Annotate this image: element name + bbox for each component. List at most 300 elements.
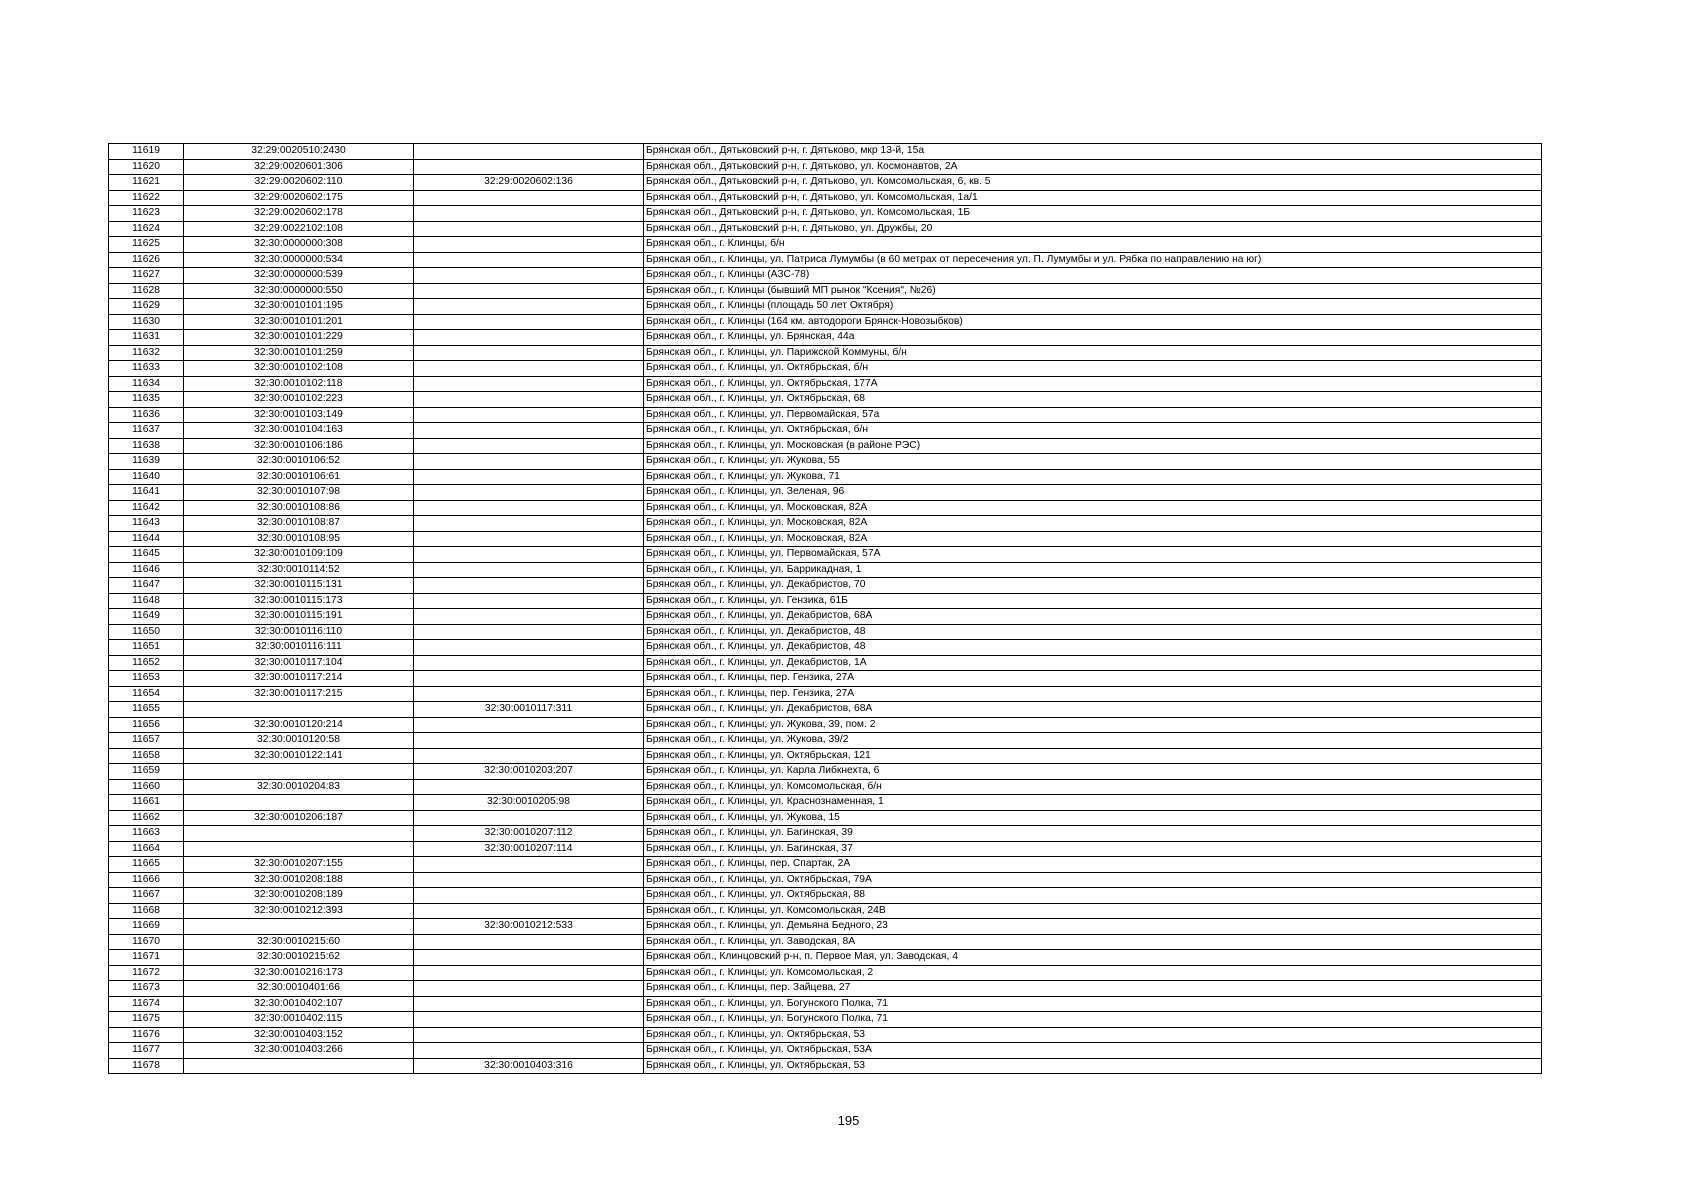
address-cell: Брянская обл., г. Клинцы, ул. Жукова, 39, пом. 2 [644,717,1542,733]
row-number-cell: 11652 [109,655,184,671]
cadastral-number-2-cell: 32:29:0020602:136 [414,175,644,191]
table-row [109,237,1542,253]
row-number-cell: 11654 [109,686,184,702]
table-row [109,655,1542,671]
table-row [109,407,1542,423]
cadastral-number-cell: 32:30:0010216:173 [184,965,414,981]
address-cell: Брянская обл., г. Клинцы, ул. Карла Либкнехта, 6 [644,764,1542,780]
row-number-cell: 11649 [109,609,184,625]
cadastral-number-2-cell [414,655,644,671]
cadastral-number-2-cell [414,857,644,873]
table-row [109,252,1542,268]
address-cell: Брянская обл., г. Клинцы, ул. Московская (в районе РЭС) [644,438,1542,454]
cadastral-number-2-cell [414,237,644,253]
address-cell: Брянская обл., г. Клинцы, ул. Жукова, 15 [644,810,1542,826]
cadastral-number-2-cell [414,965,644,981]
cadastral-number-cell: 32:30:0010401:66 [184,981,414,997]
address-cell: Брянская обл., г. Клинцы, ул. Первомайская, 57А [644,547,1542,563]
table-row [109,299,1542,315]
address-cell: Брянская обл., г. Клинцы, ул. Октябрьская, 88 [644,888,1542,904]
table-row [109,268,1542,284]
row-number-cell: 11632 [109,345,184,361]
cadastral-number-cell: 32:30:0010114:52 [184,562,414,578]
cadastral-number-cell [184,764,414,780]
cadastral-number-2-cell: 32:30:0010203:207 [414,764,644,780]
cadastral-number-2-cell [414,268,644,284]
cadastral-number-cell: 32:30:0010116:110 [184,624,414,640]
address-cell: Брянская обл., г. Клинцы, ул. Декабристов, 70 [644,578,1542,594]
row-number-cell: 11672 [109,965,184,981]
address-cell: Брянская обл., г. Клинцы, ул. Московская, 82А [644,531,1542,547]
row-number-cell: 11659 [109,764,184,780]
row-number-cell: 11653 [109,671,184,687]
cadastral-number-cell: 32:30:0010101:229 [184,330,414,346]
cadastral-number-cell [184,919,414,935]
cadastral-number-2-cell [414,361,644,377]
row-number-cell: 11668 [109,903,184,919]
table-row [109,593,1542,609]
cadastral-number-2-cell [414,686,644,702]
address-cell: Брянская обл., г. Клинцы, ул. Октябрьская, 68 [644,392,1542,408]
cadastral-number-cell: 32:30:0010103:149 [184,407,414,423]
table-row [109,562,1542,578]
cadastral-number-cell: 32:30:0010115:131 [184,578,414,594]
table-row [109,764,1542,780]
registry-table-body [109,144,1542,1074]
table-row [109,531,1542,547]
table-row [109,671,1542,687]
cadastral-number-cell: 32:30:0010117:214 [184,671,414,687]
address-cell: Брянская обл., г. Клинцы, ул. Брянская, 44а [644,330,1542,346]
row-number-cell: 11642 [109,500,184,516]
cadastral-number-cell: 32:30:0000000:534 [184,252,414,268]
cadastral-number-cell: 32:30:0010403:266 [184,1043,414,1059]
cadastral-number-2-cell [414,330,644,346]
row-number-cell: 11623 [109,206,184,222]
cadastral-number-2-cell [414,609,644,625]
table-row [109,826,1542,842]
address-cell: Брянская обл., г. Клинцы, ул. Багинская, 39 [644,826,1542,842]
cadastral-number-2-cell [414,624,644,640]
row-number-cell: 11662 [109,810,184,826]
table-row [109,996,1542,1012]
table-row [109,283,1542,299]
cadastral-number-cell: 32:30:0010117:104 [184,655,414,671]
address-cell: Брянская обл., г. Клинцы, ул. Декабристов, 48 [644,640,1542,656]
row-number-cell: 11619 [109,144,184,160]
cadastral-number-cell: 32:30:0010117:215 [184,686,414,702]
cadastral-number-2-cell [414,981,644,997]
cadastral-number-cell: 32:30:0010212:393 [184,903,414,919]
table-row [109,190,1542,206]
row-number-cell: 11645 [109,547,184,563]
cadastral-number-cell: 32:30:0010204:83 [184,779,414,795]
cadastral-number-2-cell [414,392,644,408]
cadastral-number-2-cell [414,934,644,950]
cadastral-number-cell: 32:30:0010122:141 [184,748,414,764]
address-cell: Брянская обл., г. Клинцы, ул. Багинская, 37 [644,841,1542,857]
cadastral-number-cell: 32:30:0010207:155 [184,857,414,873]
cadastral-number-cell: 32:30:0010104:163 [184,423,414,439]
cadastral-number-2-cell: 32:30:0010207:112 [414,826,644,842]
table-row [109,159,1542,175]
cadastral-number-cell: 32:30:0010101:201 [184,314,414,330]
address-cell: Брянская обл., г. Клинцы, пер. Гензика, 27А [644,671,1542,687]
cadastral-number-2-cell: 32:30:0010117:311 [414,702,644,718]
cadastral-number-2-cell [414,531,644,547]
table-row [109,361,1542,377]
table-row [109,640,1542,656]
row-number-cell: 11661 [109,795,184,811]
cadastral-number-cell: 32:30:0010115:191 [184,609,414,625]
cadastral-number-2-cell [414,283,644,299]
cadastral-number-2-cell [414,314,644,330]
cadastral-number-cell: 32:30:0000000:550 [184,283,414,299]
table-row [109,872,1542,888]
cadastral-number-cell: 32:30:0010108:87 [184,516,414,532]
cadastral-number-cell: 32:29:0020510:2430 [184,144,414,160]
cadastral-number-2-cell [414,144,644,160]
cadastral-number-2-cell: 32:30:0010212:533 [414,919,644,935]
address-cell: Брянская обл., г. Клинцы, ул. Жукова, 55 [644,454,1542,470]
row-number-cell: 11635 [109,392,184,408]
address-cell: Брянская обл., г. Клинцы, ул. Декабристов, 68А [644,609,1542,625]
address-cell: Брянская обл., г. Клинцы, ул. Октябрьская, 53 [644,1058,1542,1074]
cadastral-number-2-cell [414,717,644,733]
cadastral-number-cell: 32:29:0020601:306 [184,159,414,175]
address-cell: Брянская обл., г. Клинцы, ул. Гензика, 61Б [644,593,1542,609]
cadastral-number-cell: 32:30:0010402:115 [184,1012,414,1028]
cadastral-number-cell: 32:30:0010120:58 [184,733,414,749]
table-row [109,345,1542,361]
cadastral-number-cell: 32:30:0010208:189 [184,888,414,904]
table-row [109,314,1542,330]
cadastral-number-cell: 32:30:0010106:186 [184,438,414,454]
cadastral-number-2-cell [414,190,644,206]
address-cell: Брянская обл., г. Клинцы, ул. Московская, 82А [644,516,1542,532]
address-cell: Брянская обл., г. Клинцы, ул. Заводская, 8А [644,934,1542,950]
table-row [109,981,1542,997]
page-number: 195 [837,1113,860,1128]
row-number-cell: 11676 [109,1027,184,1043]
address-cell: Брянская обл., г. Клинцы, ул. Жукова, 71 [644,469,1542,485]
row-number-cell: 11634 [109,376,184,392]
row-number-cell: 11625 [109,237,184,253]
row-number-cell: 11664 [109,841,184,857]
row-number-cell: 11674 [109,996,184,1012]
address-cell: Брянская обл., г. Клинцы, ул. Демьяна Бедного, 23 [644,919,1542,935]
address-cell: Брянская обл., г. Клинцы, ул. Октябрьская, 53А [644,1043,1542,1059]
row-number-cell: 11648 [109,593,184,609]
row-number-cell: 11636 [109,407,184,423]
cadastral-number-2-cell [414,1043,644,1059]
address-cell: Брянская обл., Дятьковский р-н, г. Дятьково, ул. Комсомольская, 1Б [644,206,1542,222]
cadastral-number-cell: 32:30:0010108:95 [184,531,414,547]
cadastral-number-2-cell [414,1027,644,1043]
cadastral-number-2-cell: 32:30:0010205:98 [414,795,644,811]
table-row [109,438,1542,454]
cadastral-number-2-cell [414,810,644,826]
table-row [109,578,1542,594]
address-cell: Брянская обл., г. Клинцы, ул. Богунского Полка, 71 [644,996,1542,1012]
cadastral-number-2-cell [414,485,644,501]
cadastral-number-cell: 32:30:0010116:111 [184,640,414,656]
address-cell: Брянская обл., г. Клинцы, ул. Жукова, 39/2 [644,733,1542,749]
row-number-cell: 11627 [109,268,184,284]
cadastral-number-cell: 32:30:0010402:107 [184,996,414,1012]
cadastral-number-cell: 32:30:0010108:86 [184,500,414,516]
cadastral-number-cell: 32:30:0010215:60 [184,934,414,950]
address-cell: Брянская обл., г. Клинцы, пер. Гензика, 27А [644,686,1542,702]
cadastral-number-2-cell [414,206,644,222]
address-cell: Брянская обл., Дятьковский р-н, г. Дятьково, ул. Космонавтов, 2А [644,159,1542,175]
row-number-cell: 11628 [109,283,184,299]
cadastral-number-2-cell [414,903,644,919]
row-number-cell: 11621 [109,175,184,191]
cadastral-number-cell: 32:30:0010120:214 [184,717,414,733]
cadastral-number-cell: 32:30:0010208:188 [184,872,414,888]
row-number-cell: 11647 [109,578,184,594]
row-number-cell: 11677 [109,1043,184,1059]
cadastral-number-2-cell [414,159,644,175]
table-row [109,1058,1542,1074]
cadastral-number-2-cell [414,252,644,268]
row-number-cell: 11631 [109,330,184,346]
row-number-cell: 11650 [109,624,184,640]
cadastral-number-cell: 32:30:0010107:98 [184,485,414,501]
table-row [109,144,1542,160]
cadastral-number-cell: 32:30:0010102:118 [184,376,414,392]
address-cell: Брянская обл., Дятьковский р-н, г. Дятьково, ул. Комсомольская, 1а/1 [644,190,1542,206]
row-number-cell: 11666 [109,872,184,888]
address-cell: Брянская обл., Дятьковский р-н, г. Дятьково, ул. Дружбы, 20 [644,221,1542,237]
table-row [109,175,1542,191]
table-row [109,221,1542,237]
table-row [109,376,1542,392]
cadastral-number-2-cell [414,888,644,904]
cadastral-number-cell [184,841,414,857]
cadastral-number-2-cell [414,996,644,1012]
row-number-cell: 11630 [109,314,184,330]
table-row [109,779,1542,795]
table-row [109,857,1542,873]
address-cell: Брянская обл., г. Клинцы, ул. Октябрьская, б/н [644,423,1542,439]
table-row [109,206,1542,222]
cadastral-number-cell: 32:29:0020602:175 [184,190,414,206]
cadastral-number-2-cell [414,407,644,423]
cadastral-number-cell [184,826,414,842]
cadastral-number-cell: 32:30:0010102:108 [184,361,414,377]
table-row [109,1043,1542,1059]
row-number-cell: 11633 [109,361,184,377]
row-number-cell: 11643 [109,516,184,532]
registry-table [108,143,1542,1074]
cadastral-number-2-cell: 32:30:0010207:114 [414,841,644,857]
cadastral-number-2-cell [414,376,644,392]
table-row [109,624,1542,640]
cadastral-number-cell: 32:30:0000000:539 [184,268,414,284]
cadastral-number-cell: 32:30:0010101:195 [184,299,414,315]
table-row [109,965,1542,981]
cadastral-number-cell: 32:30:0000000:308 [184,237,414,253]
row-number-cell: 11671 [109,950,184,966]
cadastral-number-2-cell [414,578,644,594]
address-cell: Брянская обл., г. Клинцы, б/н [644,237,1542,253]
cadastral-number-cell: 32:30:0010403:152 [184,1027,414,1043]
cadastral-number-2-cell [414,950,644,966]
row-number-cell: 11669 [109,919,184,935]
cadastral-number-cell [184,795,414,811]
cadastral-number-cell: 32:29:0022102:108 [184,221,414,237]
table-row [109,733,1542,749]
cadastral-number-2-cell [414,640,644,656]
cadastral-number-cell: 32:30:0010102:223 [184,392,414,408]
cadastral-number-cell: 32:30:0010106:52 [184,454,414,470]
cadastral-number-2-cell [414,671,644,687]
table-row [109,919,1542,935]
cadastral-number-cell [184,702,414,718]
table-row [109,717,1542,733]
table-row [109,547,1542,563]
cadastral-number-2-cell [414,779,644,795]
row-number-cell: 11667 [109,888,184,904]
cadastral-number-2-cell [414,562,644,578]
table-row [109,702,1542,718]
address-cell: Брянская обл., г. Клинцы, ул. Парижской Коммуны, б/н [644,345,1542,361]
address-cell: Брянская обл., г. Клинцы, ул. Октябрьская, 79А [644,872,1542,888]
row-number-cell: 11673 [109,981,184,997]
table-row [109,795,1542,811]
cadastral-number-2-cell [414,438,644,454]
address-cell: Брянская обл., г. Клинцы, ул. Октябрьская, 121 [644,748,1542,764]
row-number-cell: 11651 [109,640,184,656]
table-row [109,934,1542,950]
table-row [109,810,1542,826]
cadastral-number-cell: 32:30:0010106:61 [184,469,414,485]
cadastral-number-cell: 32:30:0010115:173 [184,593,414,609]
cadastral-number-2-cell [414,593,644,609]
cadastral-number-cell: 32:29:0020602:110 [184,175,414,191]
cadastral-number-2-cell [414,469,644,485]
address-cell: Брянская обл., г. Клинцы, ул. Декабристов, 1А [644,655,1542,671]
cadastral-number-cell: 32:29:0020602:178 [184,206,414,222]
table-row [109,1012,1542,1028]
address-cell: Брянская обл., г. Клинцы (бывший МП рынок "Ксения", №26) [644,283,1542,299]
address-cell: Брянская обл., г. Клинцы, ул. Патриса Лумумбы (в 60 метрах от пересечения ул. П. Лумумбы и ул. Рябка по направлению на юг) [644,252,1542,268]
address-cell: Брянская обл., г. Клинцы, ул. Комсомольская, б/н [644,779,1542,795]
row-number-cell: 11641 [109,485,184,501]
row-number-cell: 11665 [109,857,184,873]
address-cell: Брянская обл., г. Клинцы, ул. Краснознаменная, 1 [644,795,1542,811]
row-number-cell: 11646 [109,562,184,578]
address-cell: Брянская обл., г. Клинцы, ул. Декабристов, 68А [644,702,1542,718]
row-number-cell: 11639 [109,454,184,470]
cadastral-number-2-cell [414,299,644,315]
address-cell: Брянская обл., г. Клинцы, ул. Зеленая, 96 [644,485,1542,501]
row-number-cell: 11622 [109,190,184,206]
row-number-cell: 11624 [109,221,184,237]
table-row [109,516,1542,532]
address-cell: Брянская обл., г. Клинцы, ул. Декабристов, 48 [644,624,1542,640]
table-row [109,888,1542,904]
cadastral-number-2-cell [414,500,644,516]
row-number-cell: 11663 [109,826,184,842]
row-number-cell: 11640 [109,469,184,485]
cadastral-number-2-cell [414,221,644,237]
cadastral-number-cell: 32:30:0010206:187 [184,810,414,826]
address-cell: Брянская обл., г. Клинцы, ул. Октябрьская, 53 [644,1027,1542,1043]
cadastral-number-2-cell [414,748,644,764]
row-number-cell: 11637 [109,423,184,439]
table-row [109,609,1542,625]
cadastral-number-cell: 32:30:0010101:259 [184,345,414,361]
table-row [109,392,1542,408]
address-cell: Брянская обл., г. Клинцы, пер. Зайцева, 27 [644,981,1542,997]
table-row [109,748,1542,764]
table-row [109,454,1542,470]
cadastral-number-2-cell [414,345,644,361]
row-number-cell: 11678 [109,1058,184,1074]
row-number-cell: 11656 [109,717,184,733]
address-cell: Брянская обл., г. Клинцы, ул. Московская, 82А [644,500,1542,516]
row-number-cell: 11660 [109,779,184,795]
row-number-cell: 11620 [109,159,184,175]
cadastral-number-2-cell [414,872,644,888]
cadastral-number-2-cell: 32:30:0010403:316 [414,1058,644,1074]
row-number-cell: 11626 [109,252,184,268]
address-cell: Брянская обл., г. Клинцы, ул. Комсомольская, 24В [644,903,1542,919]
table-row [109,950,1542,966]
table-row [109,423,1542,439]
address-cell: Брянская обл., Дятьковский р-н, г. Дятьково, ул. Комсомольская, 6, кв. 5 [644,175,1542,191]
table-row [109,903,1542,919]
address-cell: Брянская обл., г. Клинцы (164 км. автодороги Брянск-Новозыбков) [644,314,1542,330]
cadastral-number-2-cell [414,547,644,563]
address-cell: Брянская обл., г. Клинцы, пер. Спартак, 2А [644,857,1542,873]
address-cell: Брянская обл., г. Клинцы (площадь 50 лет Октября) [644,299,1542,315]
cadastral-number-cell: 32:30:0010215:62 [184,950,414,966]
table-row [109,469,1542,485]
row-number-cell: 11638 [109,438,184,454]
row-number-cell: 11670 [109,934,184,950]
address-cell: Брянская обл., Дятьковский р-н, г. Дятьково, мкр 13-й, 15а [644,144,1542,160]
cadastral-number-2-cell [414,454,644,470]
address-cell: Брянская обл., г. Клинцы, ул. Октябрьская, б/н [644,361,1542,377]
cadastral-number-2-cell [414,1012,644,1028]
address-cell: Брянская обл., г. Клинцы, ул. Богунского Полка, 71 [644,1012,1542,1028]
cadastral-number-cell: 32:30:0010109:109 [184,547,414,563]
row-number-cell: 11675 [109,1012,184,1028]
cadastral-number-2-cell [414,516,644,532]
row-number-cell: 11657 [109,733,184,749]
row-number-cell: 11629 [109,299,184,315]
table-row [109,485,1542,501]
table-row [109,841,1542,857]
cadastral-number-2-cell [414,733,644,749]
table-row [109,1027,1542,1043]
table-row [109,686,1542,702]
address-cell: Брянская обл., г. Клинцы, ул. Комсомольская, 2 [644,965,1542,981]
address-cell: Брянская обл., г. Клинцы, ул. Октябрьская, 177А [644,376,1542,392]
address-cell: Брянская обл., г. Клинцы, ул. Первомайская, 57а [644,407,1542,423]
address-cell: Брянская обл., г. Клинцы, ул. Баррикадная, 1 [644,562,1542,578]
row-number-cell: 11658 [109,748,184,764]
table-row [109,500,1542,516]
row-number-cell: 11655 [109,702,184,718]
cadastral-number-2-cell [414,423,644,439]
row-number-cell: 11644 [109,531,184,547]
address-cell: Брянская обл., Клинцовский р-н, п. Первое Мая, ул. Заводская, 4 [644,950,1542,966]
